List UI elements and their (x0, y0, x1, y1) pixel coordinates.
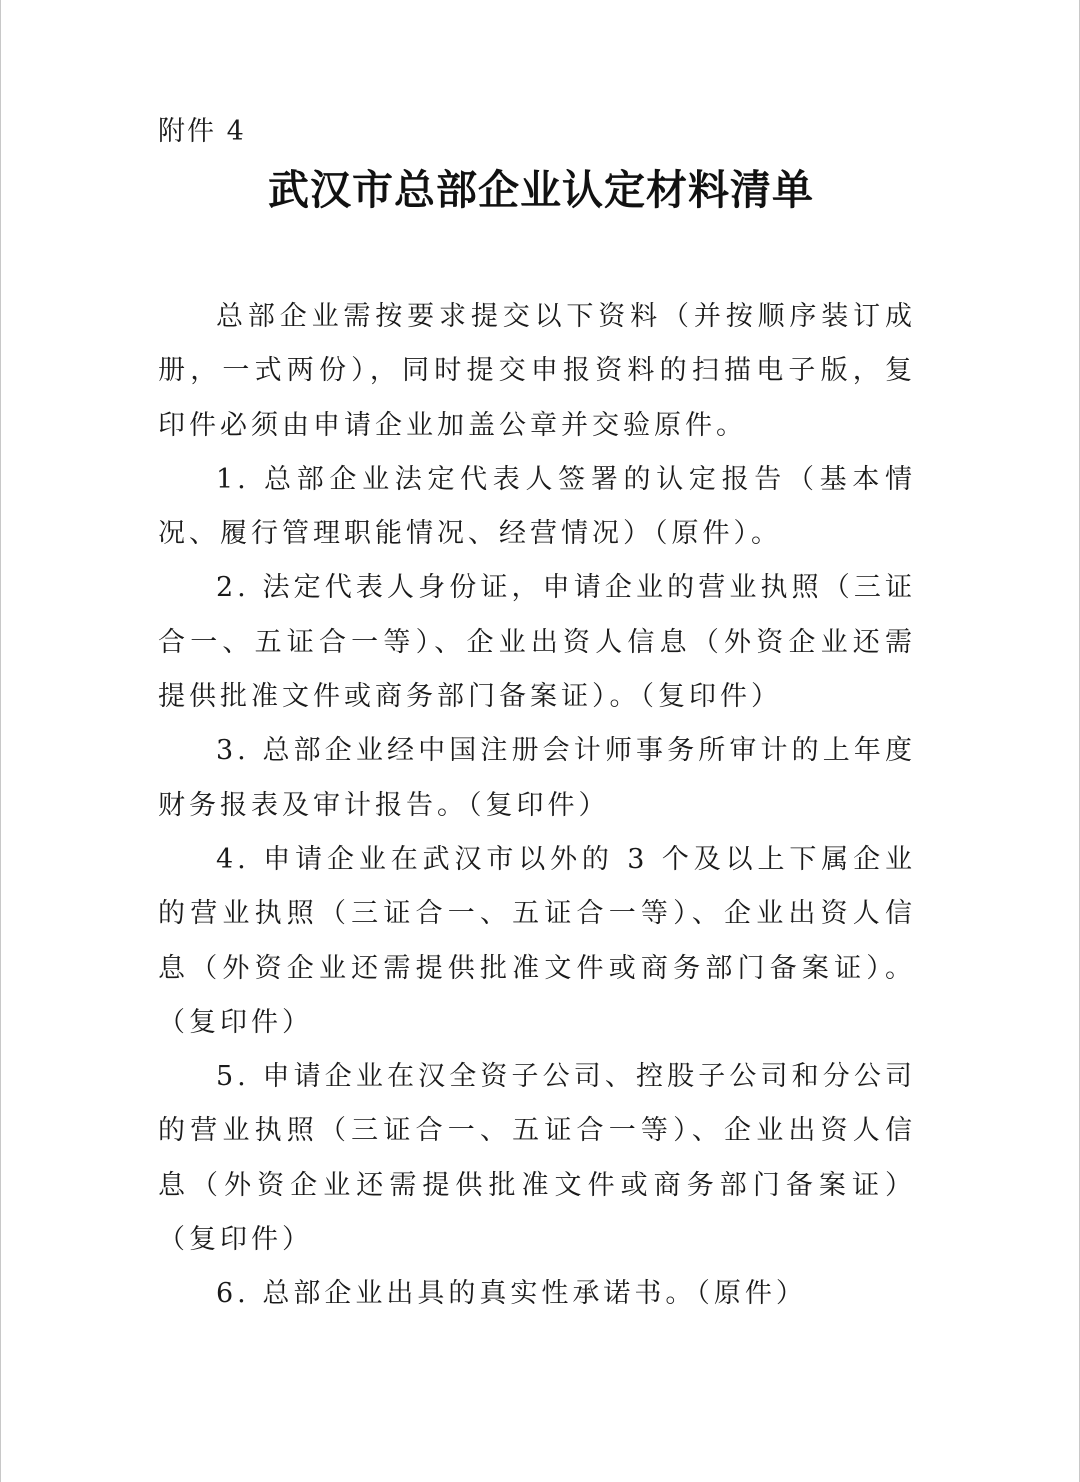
document-body (158, 290, 916, 1322)
list-item-5: 5. 申请企业在汉全资子公司、控股子公司和分公司的营业执照（三证合一、五证合一等）、企业出资人信息（外资企业还需提供批准文件或商务部门备案证）（复印件） (158, 1061, 916, 1256)
list-item-4: 4. 申请企业在武汉市以外的 3 个及以上下属企业的营业执照（三证合一、五证合一等）、企业出资人信息（外资企业还需提供批准文件或商务部门备案证）。（复印件） (158, 843, 916, 1038)
list-item-6: 6. 总部企业出具的真实性承诺书。（原件） (216, 1278, 807, 1310)
intro-paragraph: 总部企业需按要求提交以下资料（并按顺序装订成册，一式两份），同时提交申报资料的扫描电子版，复印件必须由申请企业加盖公章并交验原件。 (158, 301, 916, 441)
attachment-label: 附件 4 (158, 116, 246, 147)
list-item-3: 3. 总部企业经中国注册会计师事务所审计的上年度财务报表及审计报告。（复印件） (158, 735, 916, 821)
list-item-1: 1. 总部企业法定代表人签署的认定报告（基本情况、履行管理职能情况、经营情况）（原件）。 (158, 463, 916, 550)
document-title: 武汉市总部企业认定材料清单 (268, 166, 814, 214)
list-item-2: 2. 法定代表人身份证，申请企业的营业执照（三证合一、五证合一等）、企业出资人信息（外资企业还需提供批准文件或商务部门备案证）。（复印件） (158, 572, 916, 713)
